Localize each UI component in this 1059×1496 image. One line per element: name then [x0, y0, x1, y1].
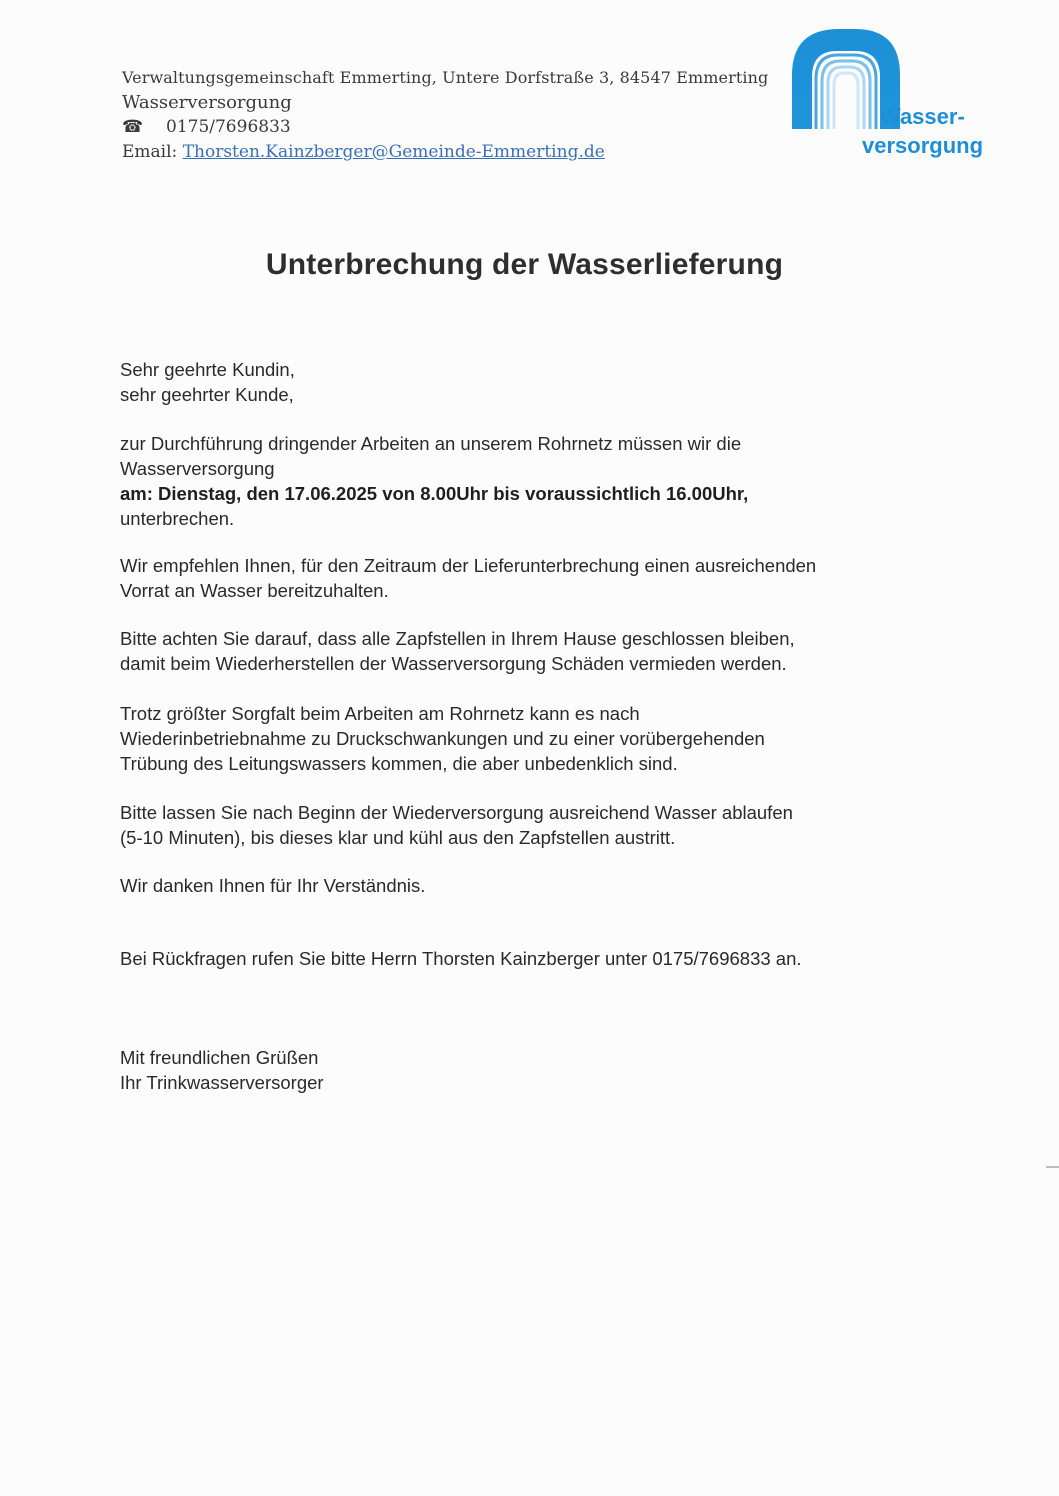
signature-line: Ihr Trinkwasserversorger — [120, 1072, 324, 1093]
organization-address: Verwaltungsgemeinschaft Emmerting, Untere Dorfstraße 3, 84547 Emmerting — [122, 68, 769, 87]
closing — [120, 1045, 940, 1095]
paragraph-line: Wasserversorgung — [120, 458, 275, 479]
paragraph-taps-closed — [120, 626, 940, 676]
scan-edge-mark — [1046, 1166, 1059, 1168]
greeting-line: Sehr geehrte Kundin, — [120, 359, 295, 380]
interruption-date-time: am: Dienstag, den 17.06.2025 von 8.00Uhr bis voraussichtlich 16.00Uhr, — [120, 483, 749, 504]
paragraph-line: (5-10 Minuten), bis dieses klar und kühl aus den Zapfstellen austritt. — [120, 827, 676, 848]
department-name: Wasserversorgung — [122, 91, 292, 113]
letterhead — [122, 66, 802, 164]
paragraph-line: Wir empfehlen Ihnen, für den Zeitraum der Lieferunterbrechung einen ausreichenden — [120, 555, 817, 576]
logo-text-line1: Wasser- — [880, 104, 965, 129]
email-line — [122, 140, 802, 165]
paragraph-thanks — [120, 873, 940, 898]
paragraph-pressure-fluctuation — [120, 701, 940, 776]
paragraph-line: Bitte achten Sie darauf, dass alle Zapfstellen in Ihrem Hause geschlossen bleiben, — [120, 628, 795, 649]
wasserversorgung-logo — [792, 27, 1007, 167]
logo-text-line2: versorgung — [862, 133, 984, 158]
paragraph-line: Wir danken Ihnen für Ihr Verständnis. — [120, 875, 426, 896]
greeting — [120, 357, 940, 407]
email-link[interactable]: Thorsten.Kainzberger@Gemeinde-Emmerting.de — [182, 141, 605, 162]
paragraph-line: zur Durchführung dringender Arbeiten an unserem Rohrnetz müssen wir die — [120, 433, 742, 454]
paragraph-flush-water — [120, 800, 940, 850]
closing-line: Mit freundlichen Grüßen — [120, 1047, 319, 1068]
paragraph-line: Wiederinbetriebnahme zu Druckschwankungen und zu einer vorübergehenden — [120, 728, 765, 749]
telephone-icon: ☎ — [122, 117, 144, 137]
greeting-line: sehr geehrter Kunde, — [120, 384, 294, 405]
paragraph-contact — [120, 946, 940, 971]
phone-line — [122, 115, 802, 140]
email-label: Email: — [122, 141, 178, 162]
paragraph-line: unterbrechen. — [120, 508, 235, 529]
phone-number: 0175/7696833 — [166, 117, 291, 137]
paragraph-line: Trübung des Leitungswassers kommen, die aber unbedenklich sind. — [120, 753, 678, 774]
paragraph-interruption-notice — [120, 431, 940, 531]
paragraph-line: damit beim Wiederherstellen der Wasserversorgung Schäden vermieden werden. — [120, 653, 787, 674]
paragraph-line: Bitte lassen Sie nach Beginn der Wiederversorgung ausreichend Wasser ablaufen — [120, 802, 793, 823]
paragraph-line: Trotz größter Sorgfalt beim Arbeiten am Rohrnetz kann es nach — [120, 703, 640, 724]
paragraph-line: Bei Rückfragen rufen Sie bitte Herrn Thorsten Kainzberger unter 0175/7696833 an. — [120, 948, 802, 969]
page-title: Unterbrechung der Wasserlieferung — [265, 248, 784, 281]
paragraph-water-supply-advice — [120, 553, 940, 603]
paragraph-line: Vorrat an Wasser bereitzuhalten. — [120, 580, 389, 601]
